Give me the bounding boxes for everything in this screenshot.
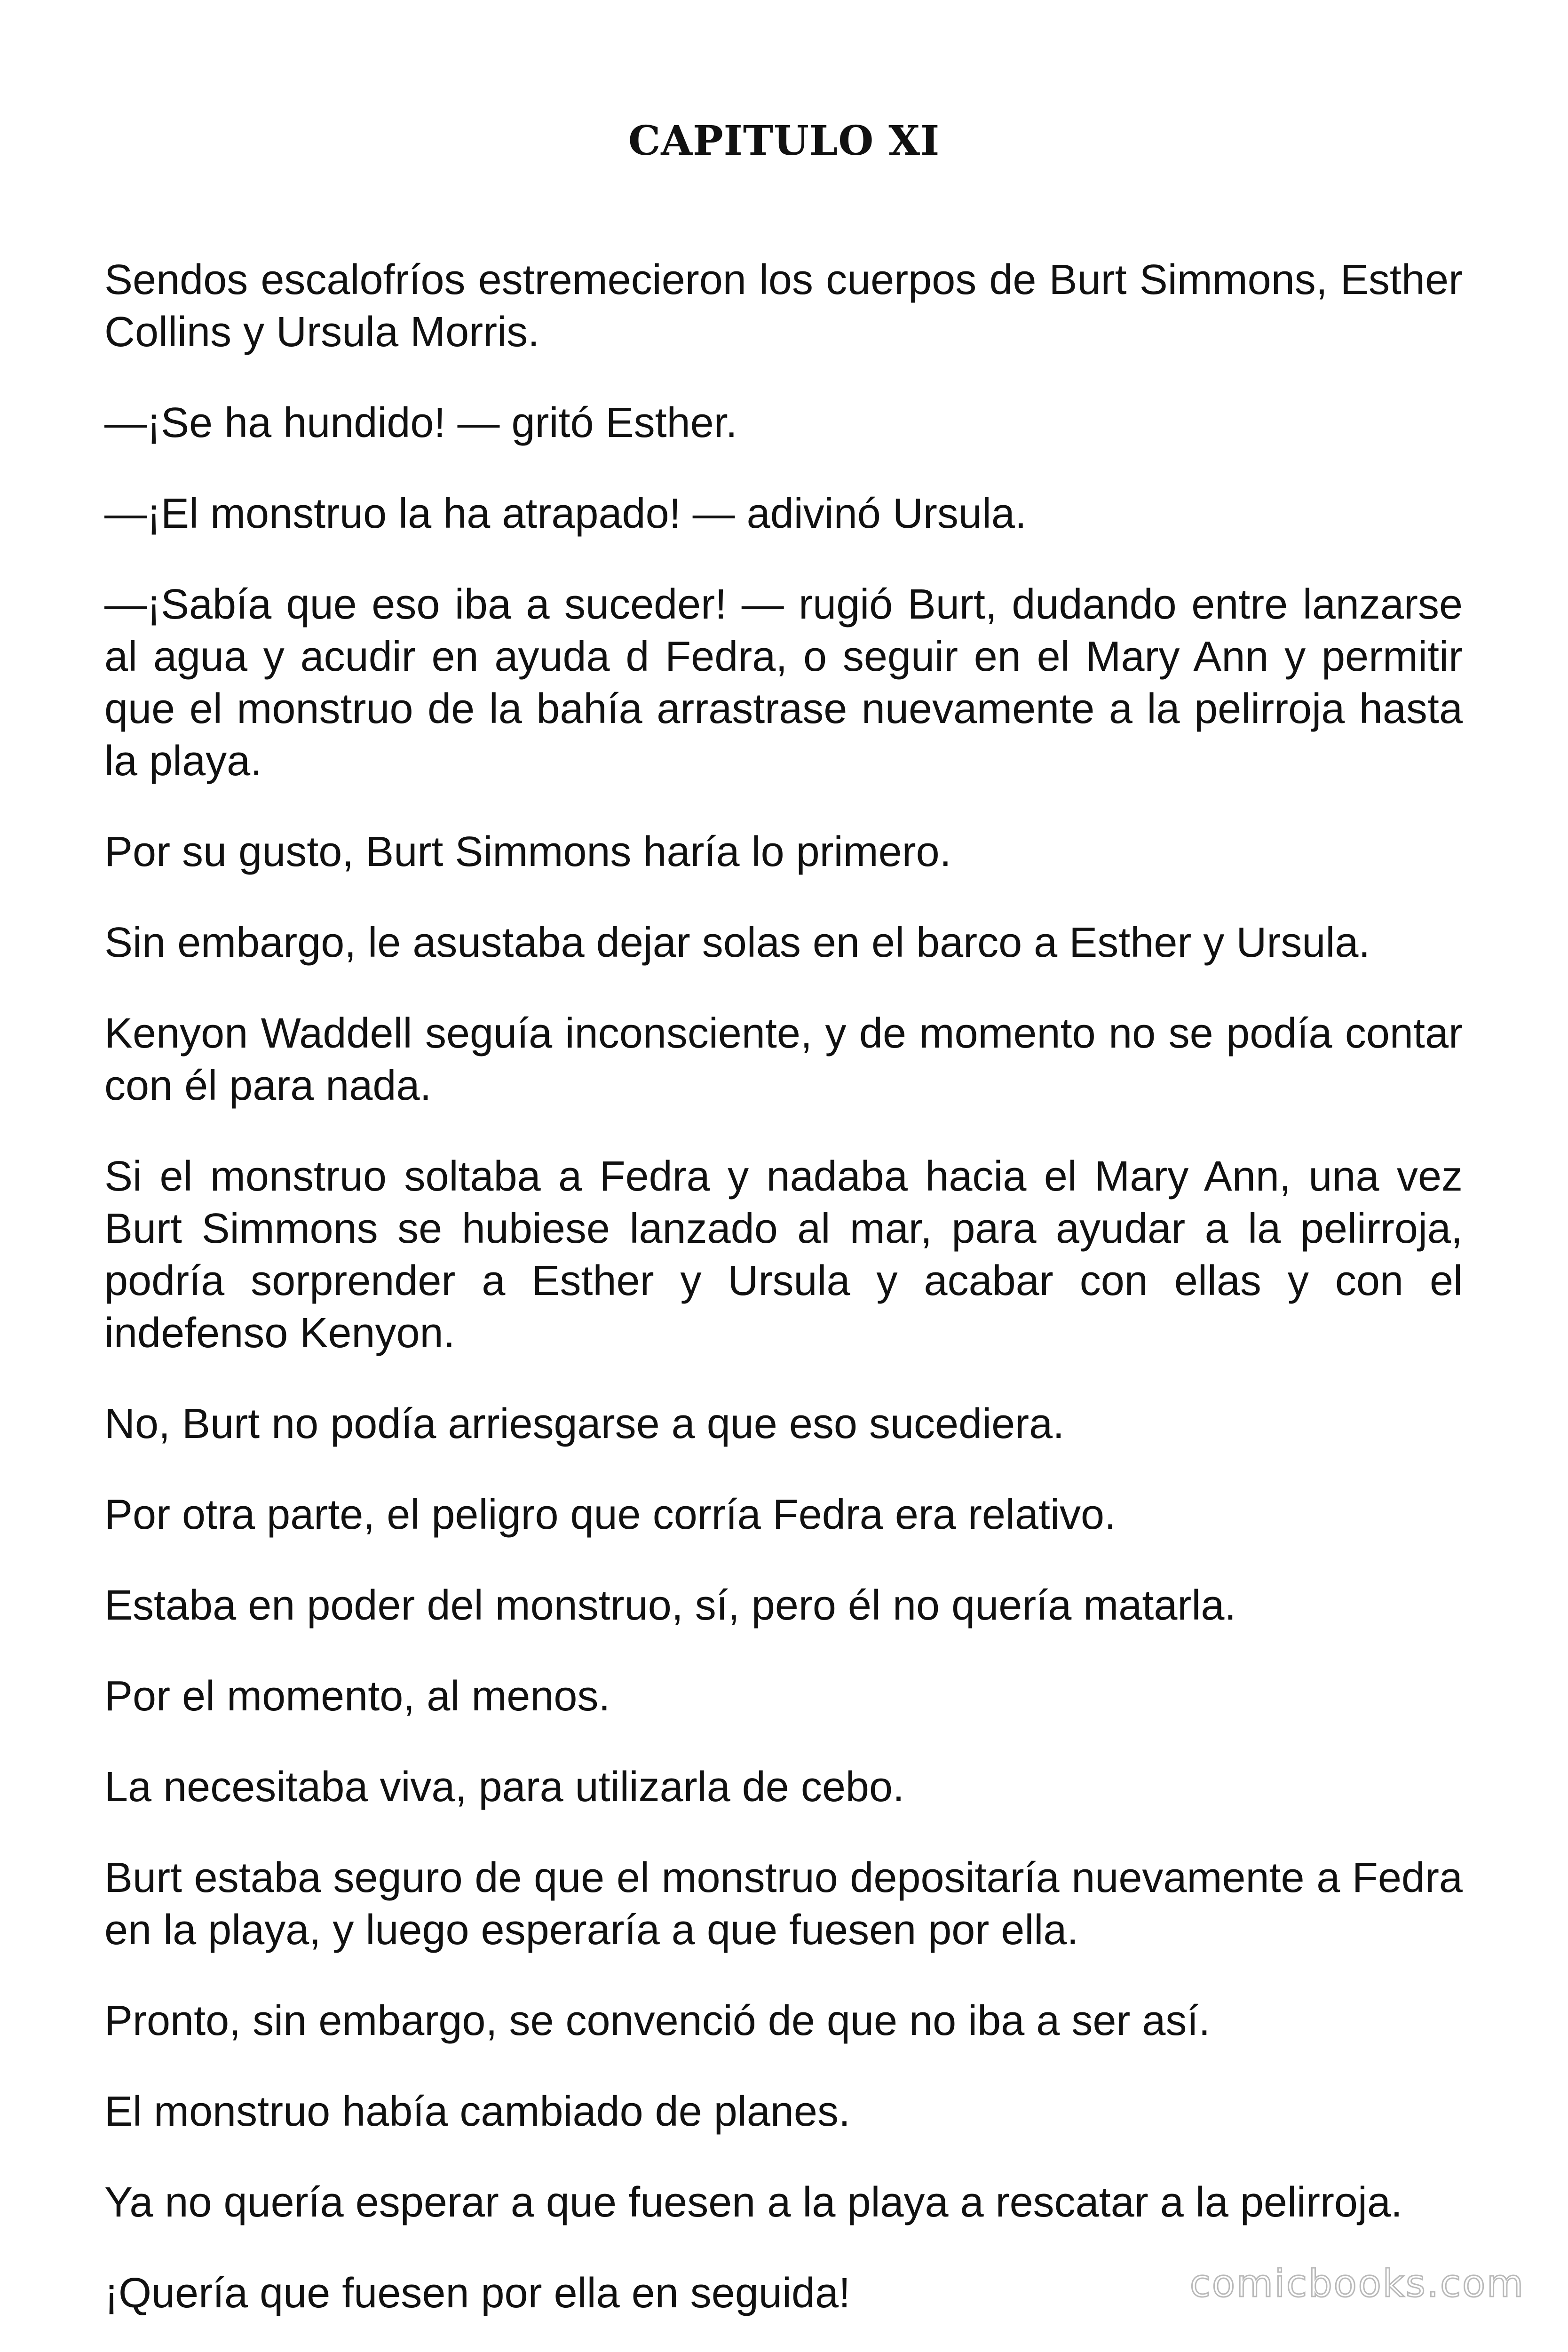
paragraph: —¡Se ha hundido! — gritó Esther.	[104, 399, 737, 446]
paragraph: ¡Quería que fuesen por ella en seguida!	[104, 2270, 851, 2317]
watermark: comicbooks.com	[1189, 2262, 1525, 2305]
chapter-title: CAPITULO XI	[628, 117, 940, 165]
paragraph: No, Burt no podía arriesgarse a que eso sucediera.	[104, 1400, 1065, 1447]
paragraph: Por su gusto, Burt Simmons haría lo primero.	[104, 828, 951, 875]
paragraph: Pronto, sin embargo, se convenció de que no iba a ser así.	[104, 1997, 1211, 2044]
paragraph: La necesitaba viva, para utilizarla de cebo.	[104, 1764, 905, 1811]
paragraph: Si el monstruo soltaba a Fedra y nadaba hacia el Mary Ann, una vez Burt Simmons se hubiese lanzado al mar, para ayudar a la pelirroja, podría sorprender a Esther y Ursula y acabar con ellas y con el indefenso Kenyon.	[104, 1153, 1463, 1357]
chapter-body	[104, 254, 1463, 2320]
paragraph: Kenyon Waddell seguía inconsciente, y de momento no se podía contar con él para nada.	[104, 1010, 1463, 1109]
paragraph: Estaba en poder del monstruo, sí, pero él no quería matarla.	[104, 1582, 1236, 1629]
paragraph: Por el momento, al menos.	[104, 1673, 610, 1720]
paragraph: Por otra parte, el peligro que corría Fedra era relativo.	[104, 1491, 1117, 1538]
paragraph: Ya no quería esperar a que fuesen a la playa a rescatar a la pelirroja.	[104, 2179, 1403, 2226]
paragraph: —¡Sabía que eso iba a suceder! — rugió Burt, dudando entre lanzarse al agua y acudir en ayuda d Fedra, o seguir en el Mary Ann y permitir que el monstruo de la bahía arrastrase nuevamente a la pelirroja hasta la playa.	[104, 581, 1463, 785]
paragraph: —¡El monstruo la ha atrapado! — adivinó Ursula.	[104, 490, 1027, 537]
paragraph: El monstruo había cambiado de planes.	[104, 2088, 850, 2135]
paragraph: Sendos escalofríos estremecieron los cuerpos de Burt Simmons, Esther Collins y Ursula Morris.	[104, 256, 1463, 356]
paragraph: Burt estaba seguro de que el monstruo depositaría nuevamente a Fedra en la playa, y luego esperaría a que fuesen por ella.	[104, 1854, 1463, 1954]
paragraph: Sin embargo, le asustaba dejar solas en el barco a Esther y Ursula.	[104, 919, 1370, 966]
